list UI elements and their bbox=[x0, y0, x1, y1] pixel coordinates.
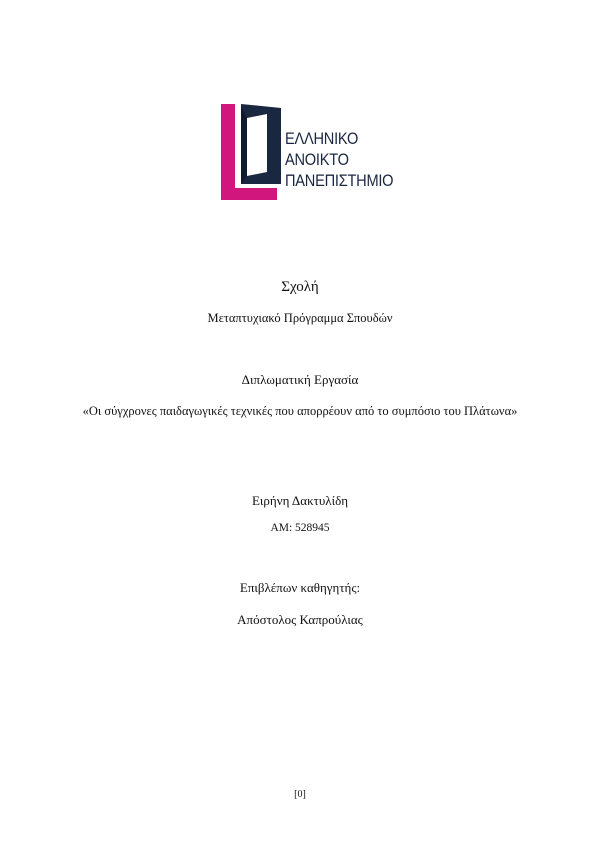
program-name: Μεταπτυχιακό Πρόγραμμα Σπουδών bbox=[207, 311, 393, 325]
school-heading: Σχολή bbox=[281, 279, 319, 295]
university-logo bbox=[221, 104, 411, 200]
thesis-type: Διπλωματική Εργασία bbox=[241, 372, 359, 387]
logo-line-1: ΕΛΛΗΝΙΚΟ bbox=[285, 129, 359, 148]
author-name: Ειρήνη Δακτυλίδη bbox=[251, 493, 349, 508]
student-id: ΑΜ: 528945 bbox=[270, 522, 330, 534]
logo-mark-icon bbox=[221, 104, 281, 200]
supervisor-name: Απόστολος Καπρούλιας bbox=[237, 612, 363, 627]
thesis-title: «Οι σύγχρονες παιδαγωγικές τεχνικές που απορρέουν από το συμπόσιο του Πλάτωνα» bbox=[82, 404, 518, 418]
logo-line-2: ΑΝΟΙΚΤΟ bbox=[285, 150, 349, 169]
logo-line-3: ΠΑΝΕΠΙΣΤΗΜΙΟ bbox=[285, 171, 394, 190]
supervisor-label: Επιβλέπων καθηγητής: bbox=[239, 580, 361, 595]
logo-wordmark bbox=[285, 128, 393, 191]
page-number: [0] bbox=[294, 789, 306, 800]
